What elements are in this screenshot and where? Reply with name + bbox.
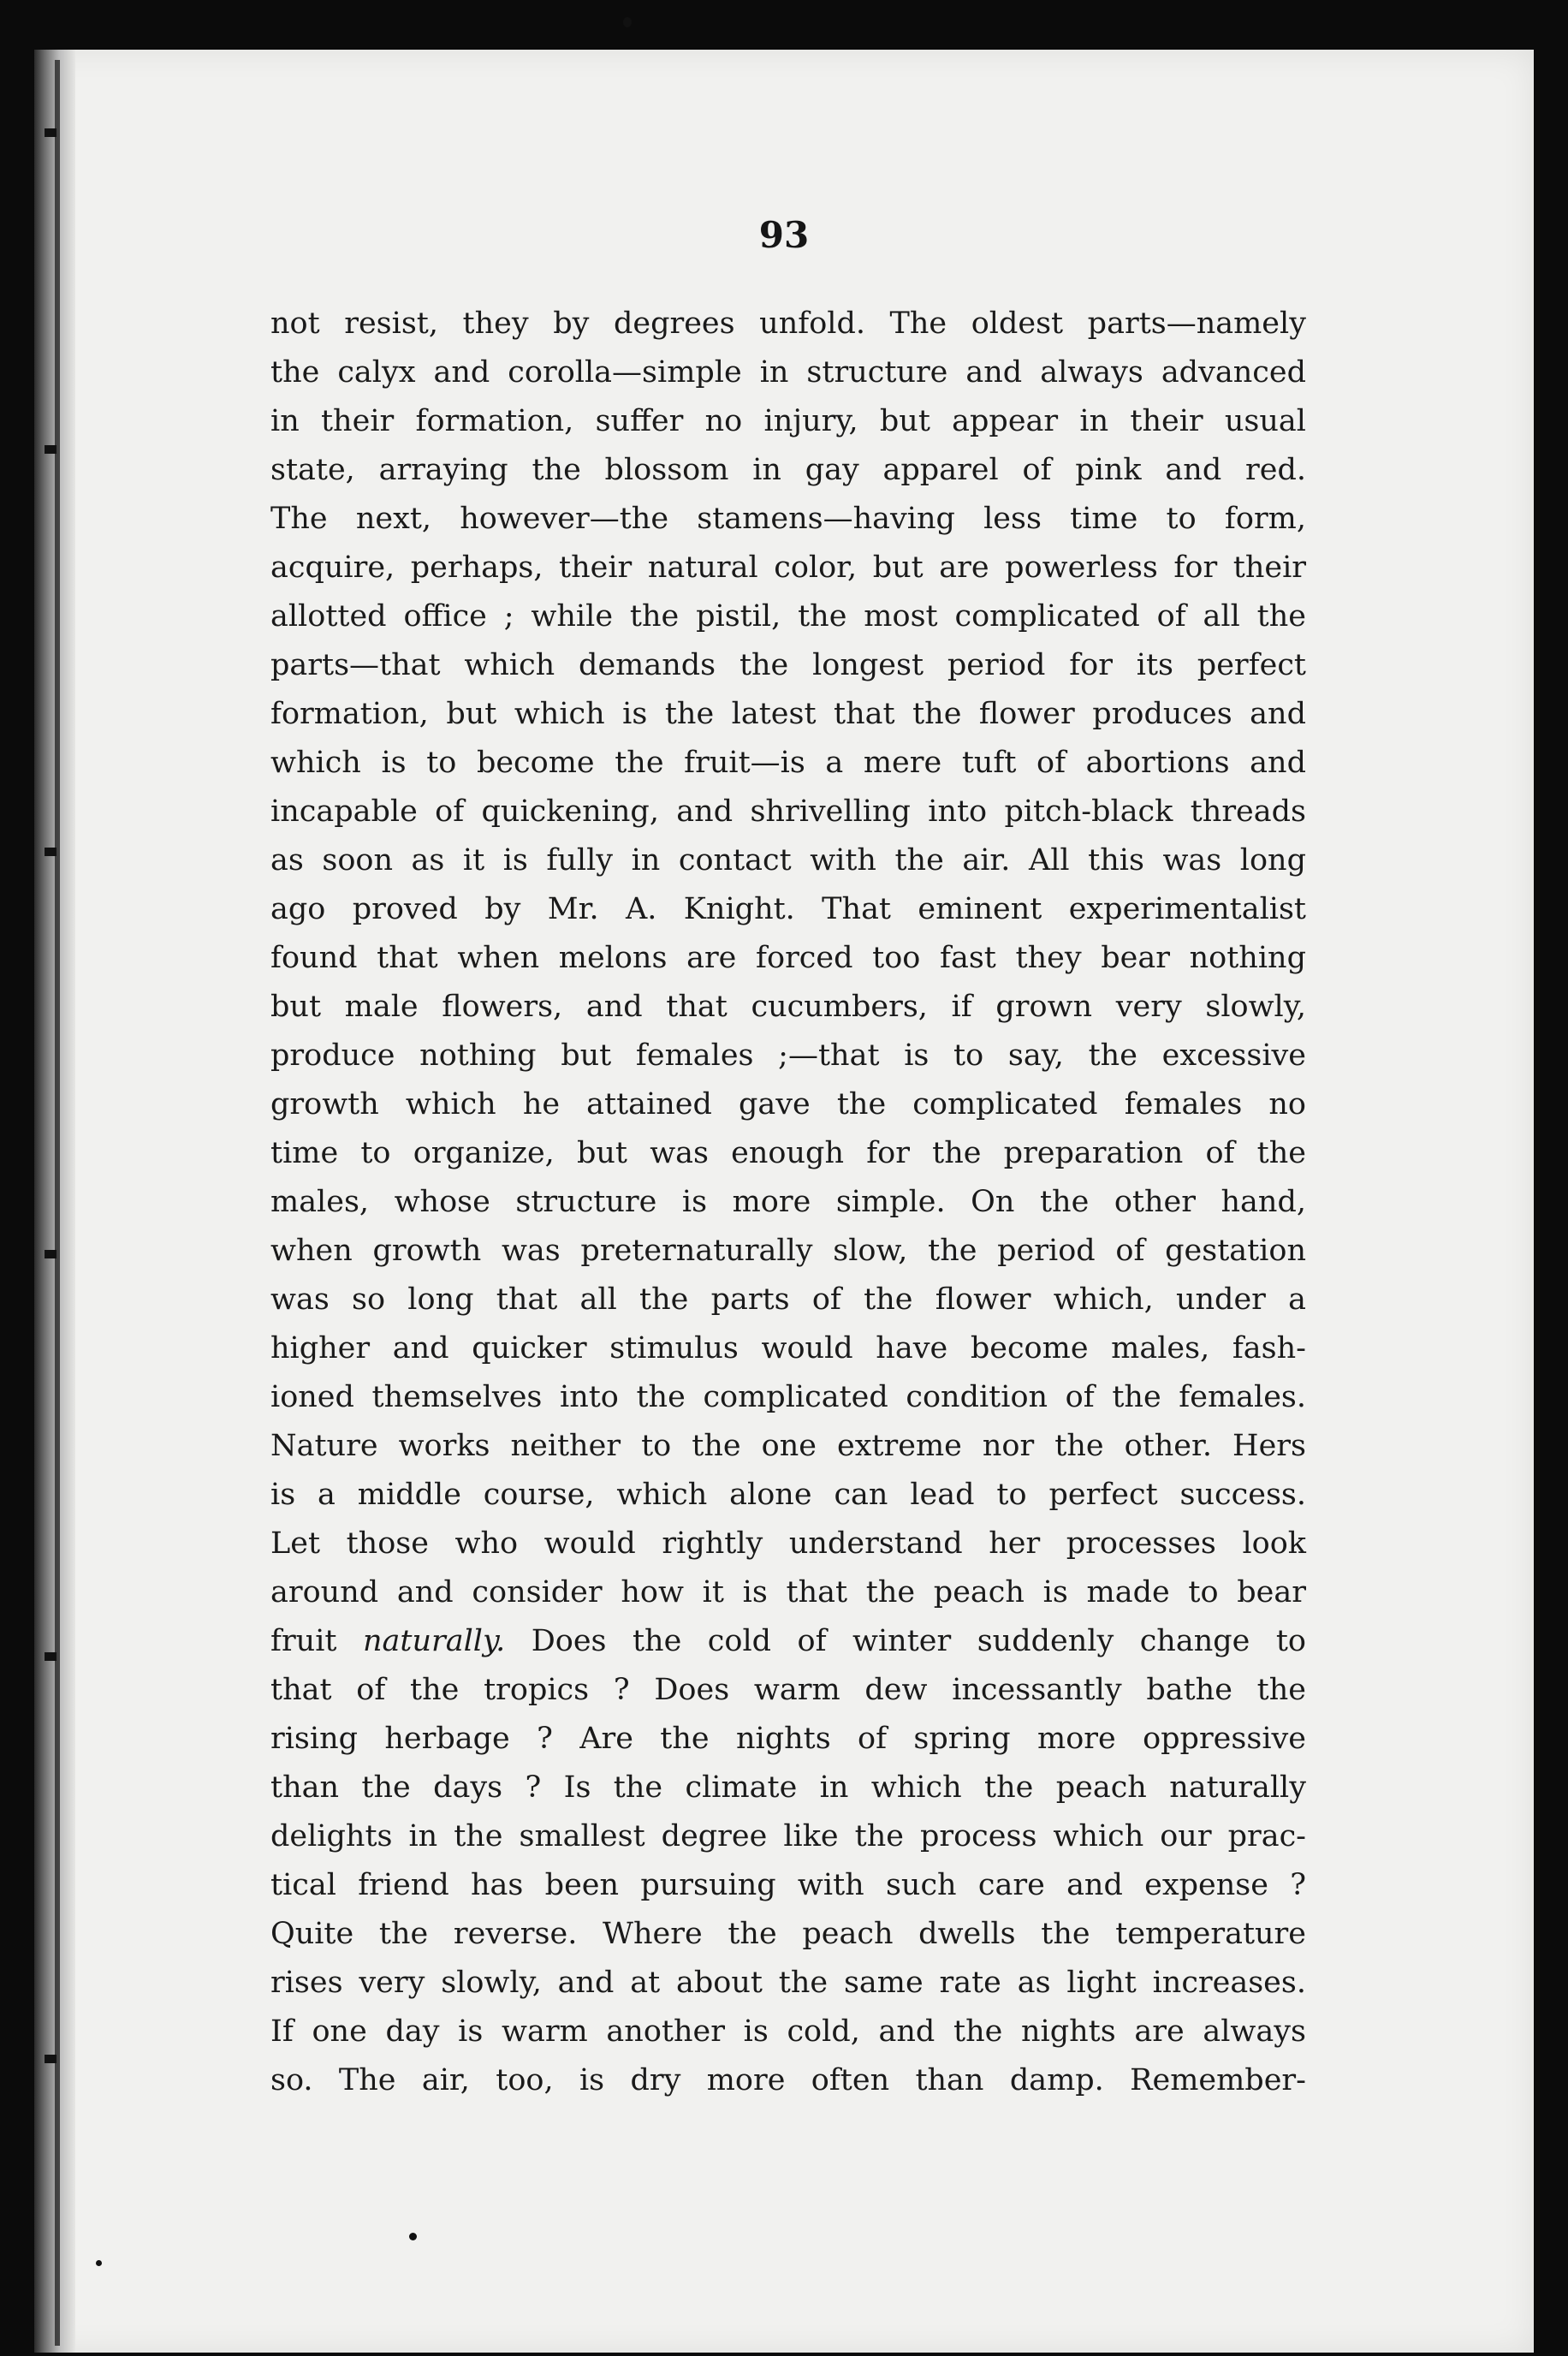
text-line: found that when melons are forced too fast they bear nothing [270,941,1306,975]
text-line: time to organize, but was enough for the preparation of the [270,1136,1306,1170]
text-line: that of the tropics ? Does warm dew incessantly bathe the [270,1673,1306,1707]
binding-stitch [45,1652,56,1661]
scan-speck [409,2233,417,2240]
binding-stitch [45,2055,56,2063]
text-line: formation, but which is the latest that the flower produces and [270,697,1306,731]
scan-border-right [1534,50,1568,2356]
text-line: so. The air, too, is dry more often than damp. Remember- [270,2063,1306,2097]
text-line: which is to become the fruit—is a mere tuft of abortions and [270,746,1306,780]
text-line: than the days ? Is the climate in which the peach naturally [270,1770,1306,1805]
text-line: growth which he attained gave the complicated females no [270,1087,1306,1121]
text-line: acquire, perhaps, their natural color, but are powerless for their [270,550,1306,585]
text-line: incapable of quickening, and shrivelling into pitch-black threads [270,794,1306,829]
text-line: Quite the reverse. Where the peach dwells the temperature [270,1917,1306,1951]
text-line: delights in the smallest degree like the process which our prac- [270,1819,1306,1853]
text-line: not resist, they by degrees unfold. The oldest parts—namely [270,306,1306,341]
text-line: was so long that all the parts of the flower which, under a [270,1282,1306,1317]
text-line: in their formation, suffer no injury, but appear in their usual [270,404,1306,438]
text-line: males, whose structure is more simple. On the other hand, [270,1185,1306,1219]
text-line: the calyx and corolla—simple in structure and always advanced [270,355,1306,390]
text-line: when growth was preternaturally slow, the period of gestation [270,1234,1306,1268]
scan-speck [96,2260,102,2266]
italic-word: naturally. [362,1624,506,1658]
text-run: Does the cold of winter suddenly change to [505,1624,1306,1658]
text-line: higher and quicker stimulus would have become males, fash- [270,1331,1306,1365]
page-number: 93 [758,214,810,256]
text-line: parts—that which demands the longest period for its perfect [270,648,1306,682]
body-text [270,300,1306,2105]
text-line: around and consider how it is that the peach is made to bear [270,1575,1306,1609]
text-line: Let those who would rightly understand her processes look [270,1526,1306,1561]
binding-edge [55,60,60,2346]
text-line: rises very slowly, and at about the same rate as light increases. [270,1966,1306,2000]
text-line: as soon as it is fully in contact with the air. All this was long [270,843,1306,878]
binding-stitch [45,1250,56,1258]
text-line: ago proved by Mr. A. Knight. That eminent experimentalist [270,892,1306,926]
binding-stitch [45,128,56,137]
text-line: Nature works neither to the one extreme nor the other. Hers [270,1429,1306,1463]
text-line: rising herbage ? Are the nights of spring more oppressive [270,1722,1306,1756]
text-line: If one day is warm another is cold, and the nights are always [270,2014,1306,2049]
text-line: is a middle course, which alone can lead to perfect success. [270,1478,1306,1512]
text-run: fruit [270,1624,363,1658]
text-line: allotted office ; while the pistil, the most complicated of all the [270,599,1306,634]
text-line [270,1617,1306,1666]
binding-stitch [45,445,56,454]
text-line: but male flowers, and that cucumbers, if grown very slowly, [270,990,1306,1024]
text-line: ioned themselves into the complicated condition of the females. [270,1380,1306,1414]
scan-speck [623,17,632,27]
text-line: The next, however—the stamens—having less time to form, [270,502,1306,536]
binding-stitch [45,848,56,856]
text-line: state, arraying the blossom in gay apparel of pink and red. [270,453,1306,487]
text-line: produce nothing but females ;—that is to say, the excessive [270,1038,1306,1073]
text-line: tical friend has been pursuing with such care and expense ? [270,1868,1306,1902]
